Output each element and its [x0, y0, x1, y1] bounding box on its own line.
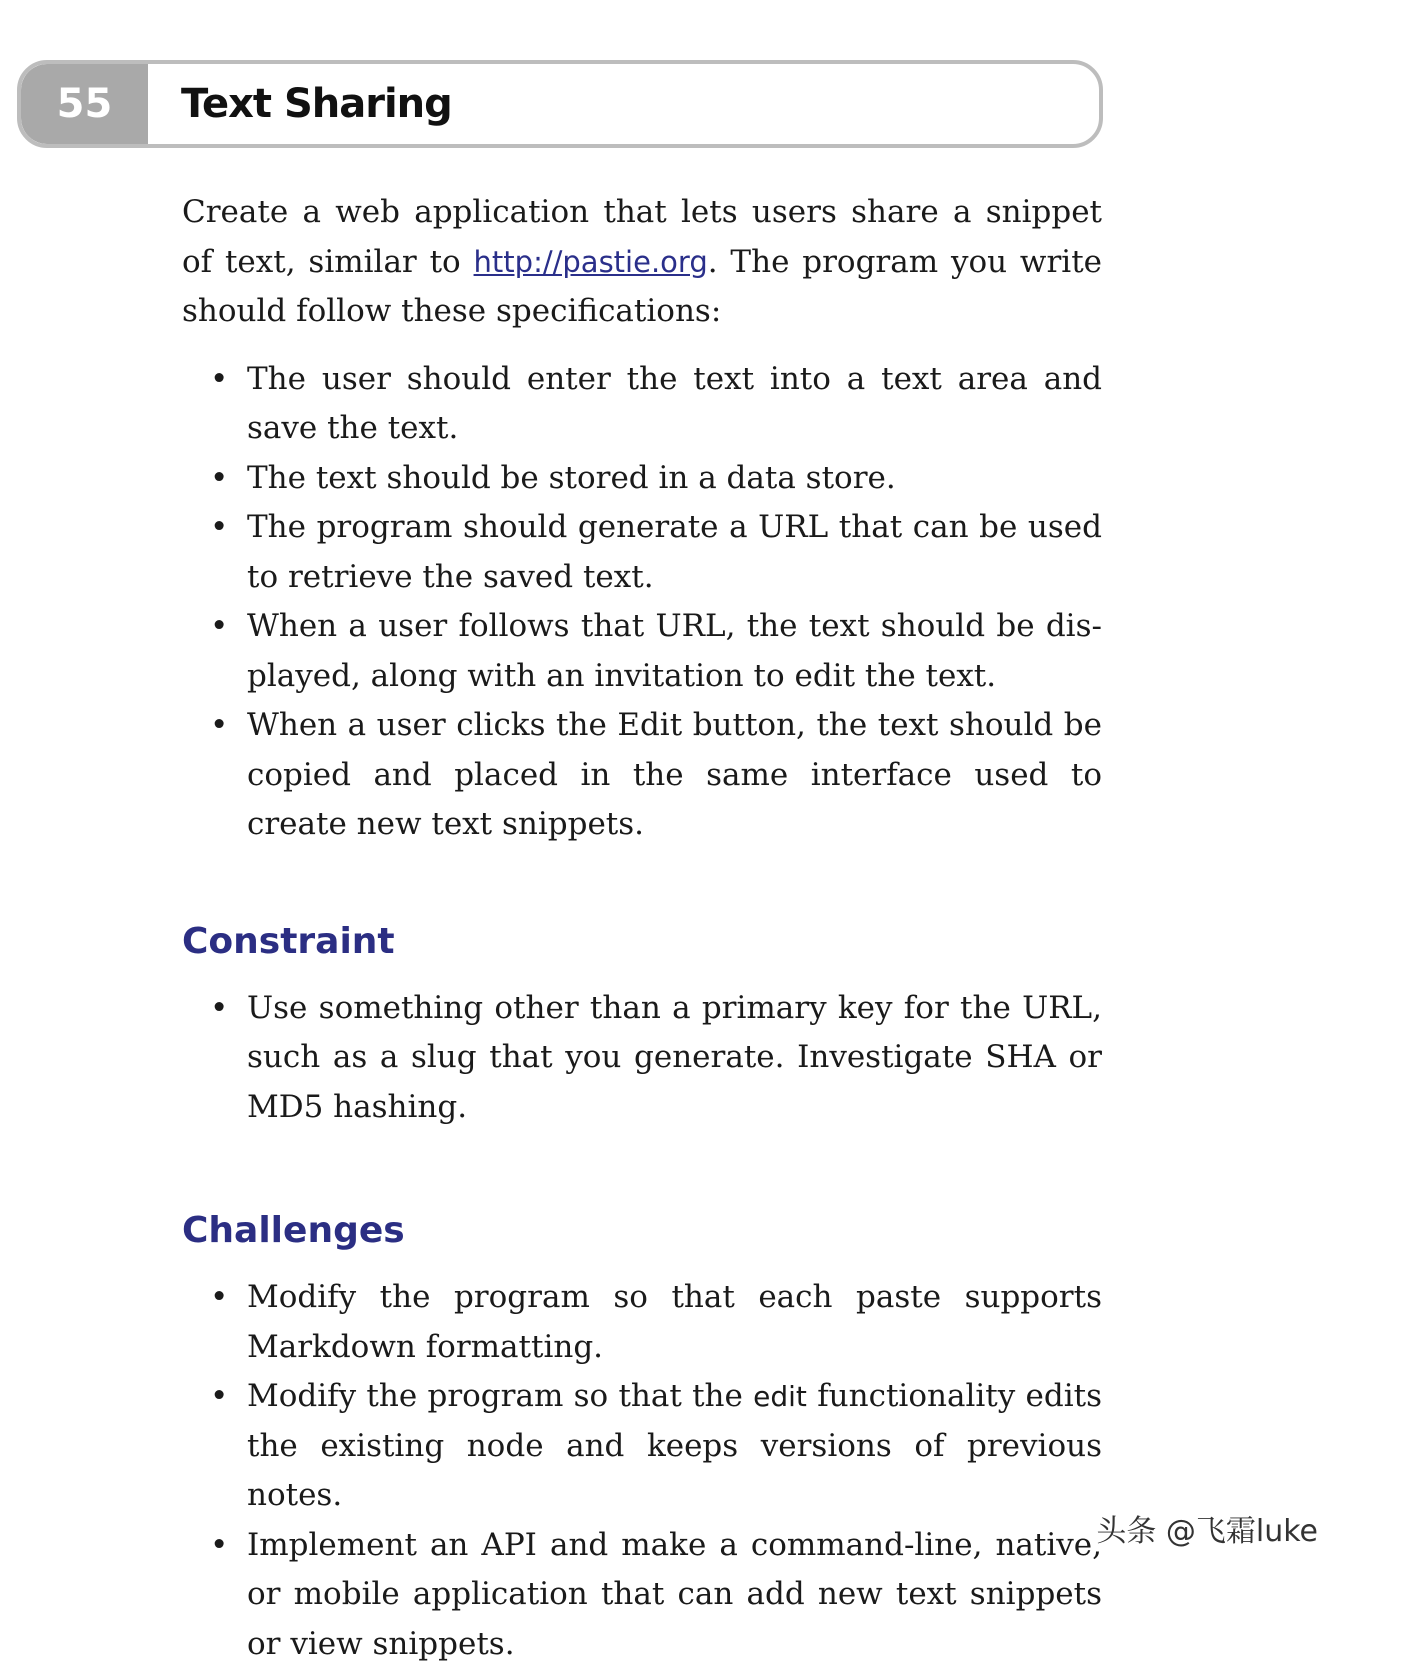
list-item-text: The text should be stored in a data store. [247, 460, 896, 496]
intro-text-before-link: Create a web application that lets users share a snippet of text, similar to [182, 194, 1102, 280]
chapter-number: 55 [21, 64, 148, 144]
list-item [182, 984, 1102, 1133]
bullet-icon: • [210, 355, 228, 405]
bullet-icon: • [210, 1273, 228, 1323]
pastie-link[interactable]: http://pastie.org [474, 245, 708, 279]
list-item-text: The user should enter the text into a text area and save the text. [247, 361, 1102, 447]
inline-code-edit: edit [753, 1380, 807, 1413]
bullet-icon: • [210, 602, 228, 652]
challenges-list [182, 1273, 1102, 1669]
list-item-text: Modify the program so that each paste supports Markdown formatting. [247, 1279, 1102, 1365]
watermark: 头条 @飞霜luke [1096, 1506, 1318, 1550]
list-item [182, 454, 1102, 504]
list-item [182, 602, 1102, 701]
list-item-text: Implement an API and make a command-line, native, or mobile application that can add new text snippets or view snippets. [247, 1527, 1102, 1662]
chapter-title: Text Sharing [181, 64, 452, 144]
bullet-icon: • [210, 454, 228, 504]
list-item-text-before-code: Modify the program so that the [247, 1378, 753, 1414]
list-item [182, 503, 1102, 602]
chapter-header [17, 60, 1103, 148]
list-item-text: The program should generate a URL that can be used to retrieve the saved text. [247, 509, 1102, 595]
bullet-icon: • [210, 1372, 228, 1422]
list-item [182, 355, 1102, 454]
bullet-icon: • [210, 984, 228, 1034]
specifications-list [182, 355, 1102, 850]
list-item [182, 701, 1102, 850]
challenges-heading: Challenges [182, 1207, 1102, 1255]
list-item-text-after-code: functionality edits the existing node and keeps versions of previous notes. [247, 1378, 1102, 1513]
list-item-text: When a user follows that URL, the text should be displayed, along with an invitation to edit the text. [247, 608, 1102, 694]
intro-paragraph [182, 188, 1102, 337]
list-item [182, 1372, 1102, 1521]
list-item-text: When a user clicks the Edit button, the text should be copied and placed in the same interface used to create new text snippets. [247, 707, 1102, 842]
bullet-icon: • [210, 503, 228, 553]
list-item-text: Use something other than a primary key for the URL, such as a slug that you generate. Investigate SHA or MD5 hashing. [247, 990, 1102, 1125]
main-content [182, 188, 1102, 1669]
intro-text-after-link: . The program you write should follow these specifications: [182, 244, 1102, 330]
constraint-heading: Constraint [182, 918, 1102, 966]
constraint-list [182, 984, 1102, 1133]
list-item [182, 1273, 1102, 1372]
bullet-icon: • [210, 1521, 228, 1571]
list-item [182, 1521, 1102, 1669]
bullet-icon: • [210, 701, 228, 751]
